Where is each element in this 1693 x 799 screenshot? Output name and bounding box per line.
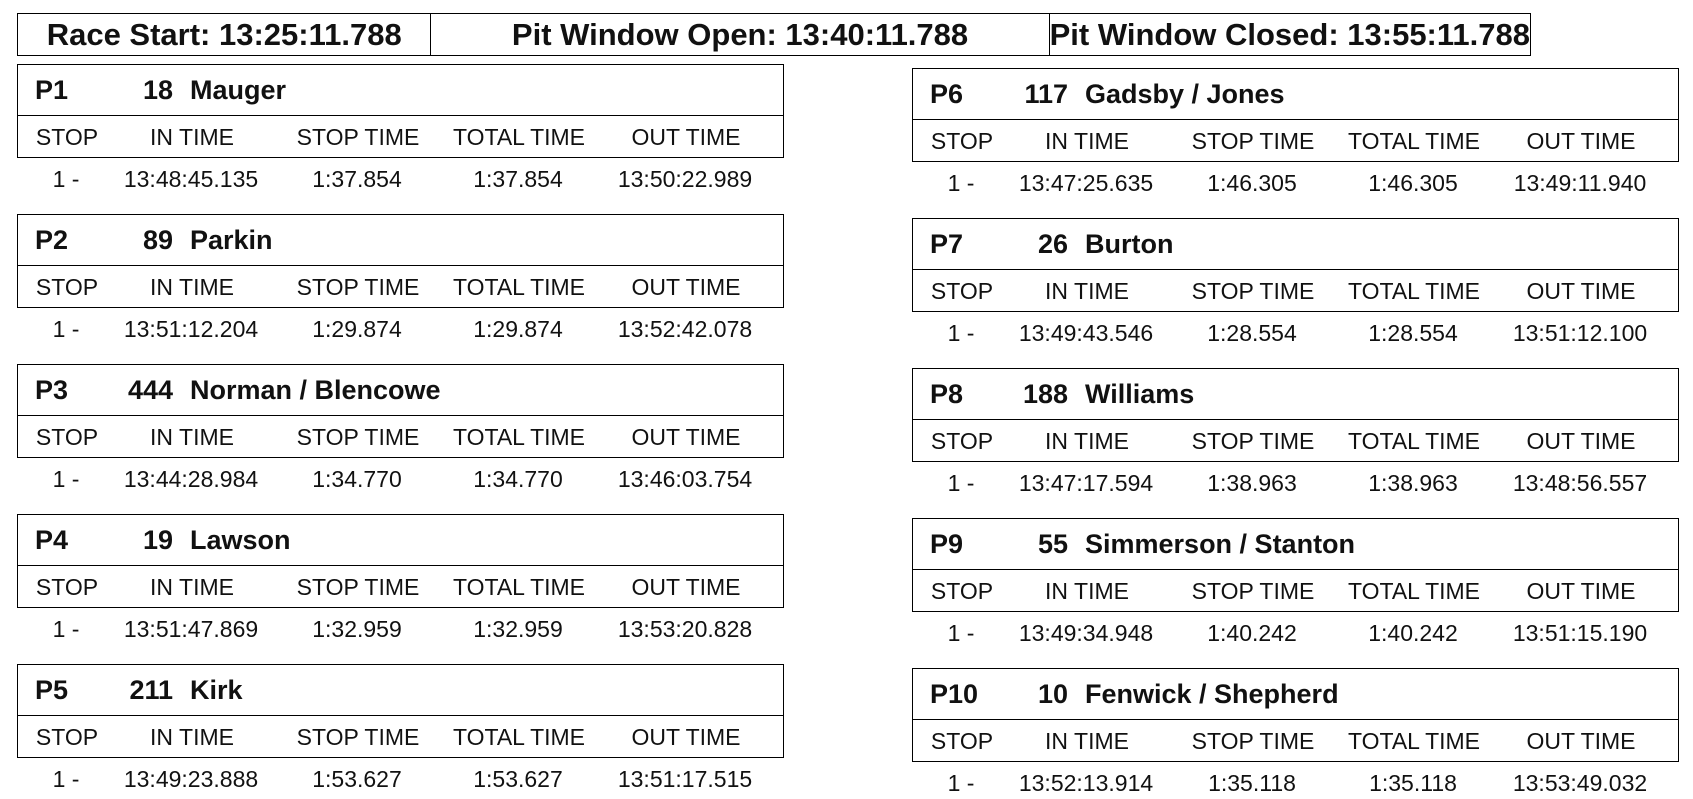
card-header bbox=[17, 364, 784, 416]
col-total-time: TOTAL TIME bbox=[1347, 428, 1481, 454]
in-time-value: 13:52:13.914 bbox=[1018, 770, 1154, 796]
stop-time-value: 1:34.770 bbox=[312, 466, 402, 492]
pit-card-p4 bbox=[17, 514, 784, 644]
col-out-time: OUT TIME bbox=[1526, 578, 1636, 604]
card-header bbox=[912, 668, 1679, 720]
car-number: 18 bbox=[142, 75, 173, 105]
col-stop-time: STOP TIME bbox=[1191, 278, 1315, 304]
stop-time-value: 1:53.627 bbox=[312, 766, 402, 792]
col-total-time: TOTAL TIME bbox=[1347, 578, 1481, 604]
driver-name: Simmerson / Stanton bbox=[1085, 529, 1356, 559]
col-stop: STOP bbox=[35, 124, 99, 150]
col-out-time: OUT TIME bbox=[631, 424, 741, 450]
in-time-value: 13:49:43.546 bbox=[1018, 320, 1154, 346]
col-total-time: TOTAL TIME bbox=[452, 124, 586, 150]
total-time-value: 1:53.627 bbox=[473, 766, 563, 792]
stop-time-value: 1:46.305 bbox=[1207, 170, 1297, 196]
car-number: 444 bbox=[127, 375, 173, 405]
car-number: 10 bbox=[1037, 679, 1068, 709]
stop-time-value: 1:35.118 bbox=[1208, 770, 1296, 796]
position-label: P7 bbox=[930, 229, 964, 259]
in-time-value: 13:51:12.204 bbox=[123, 316, 259, 342]
col-out-time: OUT TIME bbox=[1526, 128, 1636, 154]
col-total-time: TOTAL TIME bbox=[452, 574, 586, 600]
car-number: 89 bbox=[142, 225, 173, 255]
position-label: P9 bbox=[930, 529, 964, 559]
stop-time-value: 1:28.554 bbox=[1207, 320, 1297, 346]
col-stop-time: STOP TIME bbox=[296, 724, 420, 750]
card-header bbox=[17, 214, 784, 266]
pit-card-p8 bbox=[912, 368, 1679, 498]
col-in-time: IN TIME bbox=[150, 124, 234, 150]
car-number: 55 bbox=[1037, 529, 1068, 559]
col-in-time: IN TIME bbox=[150, 574, 234, 600]
out-time-value: 13:53:20.828 bbox=[617, 616, 753, 642]
out-time-value: 13:46:03.754 bbox=[617, 466, 753, 492]
out-time-value: 13:53:49.032 bbox=[1512, 770, 1648, 796]
column-headers bbox=[912, 120, 1679, 162]
pit-window-open-label: Pit Window Open: 13:40:11.788 bbox=[431, 14, 1049, 55]
pit-card-p5 bbox=[17, 664, 784, 794]
col-out-time: OUT TIME bbox=[1526, 278, 1636, 304]
pit-card-p6 bbox=[912, 68, 1679, 198]
driver-name: Fenwick / Shepherd bbox=[1085, 679, 1339, 709]
out-time-value: 13:51:17.515 bbox=[617, 766, 753, 792]
stop-number: 1 - bbox=[52, 766, 80, 792]
total-time-value: 1:29.874 bbox=[473, 316, 563, 342]
column-headers bbox=[912, 420, 1679, 462]
car-number: 19 bbox=[142, 525, 173, 555]
column-headers bbox=[17, 266, 784, 308]
in-time-value: 13:48:45.135 bbox=[123, 166, 259, 192]
stop-number: 1 - bbox=[52, 466, 80, 492]
pit-card-p1 bbox=[17, 64, 784, 194]
col-out-time: OUT TIME bbox=[631, 724, 741, 750]
col-out-time: OUT TIME bbox=[1526, 728, 1636, 754]
stop-row bbox=[912, 612, 1679, 648]
pit-card-p10 bbox=[912, 668, 1679, 798]
col-stop-time: STOP TIME bbox=[1191, 578, 1315, 604]
in-time-value: 13:44:28.984 bbox=[123, 466, 259, 492]
out-time-value: 13:51:12.100 bbox=[1512, 320, 1648, 346]
stop-number: 1 - bbox=[947, 170, 975, 196]
col-total-time: TOTAL TIME bbox=[452, 724, 586, 750]
position-label: P5 bbox=[35, 675, 69, 705]
in-time-value: 13:51:47.869 bbox=[123, 616, 259, 642]
race-timing-header bbox=[17, 13, 1531, 56]
card-header bbox=[17, 64, 784, 116]
stop-time-value: 1:40.242 bbox=[1207, 620, 1297, 646]
col-stop-time: STOP TIME bbox=[1191, 428, 1315, 454]
card-header bbox=[912, 218, 1679, 270]
total-time-value: 1:34.770 bbox=[473, 466, 563, 492]
col-stop: STOP bbox=[930, 128, 994, 154]
stop-number: 1 - bbox=[52, 616, 80, 642]
stop-time-value: 1:38.963 bbox=[1207, 470, 1297, 496]
stop-time-value: 1:32.959 bbox=[312, 616, 402, 642]
col-in-time: IN TIME bbox=[1045, 578, 1129, 604]
column-headers bbox=[912, 570, 1679, 612]
pit-card-p2 bbox=[17, 214, 784, 344]
out-time-value: 13:50:22.989 bbox=[617, 166, 753, 192]
stop-row bbox=[912, 162, 1679, 198]
out-time-value: 13:48:56.557 bbox=[1512, 470, 1648, 496]
in-time-value: 13:49:34.948 bbox=[1018, 620, 1154, 646]
col-stop-time: STOP TIME bbox=[296, 124, 420, 150]
driver-name: Mauger bbox=[190, 75, 287, 105]
col-stop: STOP bbox=[930, 278, 994, 304]
column-headers bbox=[17, 716, 784, 758]
pit-card-p3 bbox=[17, 364, 784, 494]
stop-row bbox=[912, 762, 1679, 798]
pit-card-p9 bbox=[912, 518, 1679, 648]
col-out-time: OUT TIME bbox=[1526, 428, 1636, 454]
stop-number: 1 - bbox=[947, 320, 975, 346]
column-headers bbox=[17, 116, 784, 158]
card-header bbox=[17, 514, 784, 566]
col-stop-time: STOP TIME bbox=[296, 274, 420, 300]
column-headers bbox=[17, 566, 784, 608]
out-time-value: 13:51:15.190 bbox=[1512, 620, 1648, 646]
stop-row bbox=[17, 308, 784, 344]
driver-name: Kirk bbox=[190, 675, 243, 705]
stop-number: 1 - bbox=[52, 316, 80, 342]
in-time-value: 13:49:23.888 bbox=[123, 766, 259, 792]
position-label: P3 bbox=[35, 375, 69, 405]
col-in-time: IN TIME bbox=[1045, 728, 1129, 754]
car-number: 117 bbox=[1024, 79, 1068, 109]
driver-name: Norman / Blencowe bbox=[190, 375, 441, 405]
in-time-value: 13:47:17.594 bbox=[1018, 470, 1154, 496]
stop-number: 1 - bbox=[947, 620, 975, 646]
position-label: P4 bbox=[35, 525, 69, 555]
driver-name: Lawson bbox=[190, 525, 291, 555]
col-total-time: TOTAL TIME bbox=[1347, 278, 1481, 304]
position-label: P10 bbox=[930, 679, 979, 709]
card-header bbox=[912, 368, 1679, 420]
col-stop-time: STOP TIME bbox=[1191, 128, 1315, 154]
stop-row bbox=[17, 608, 784, 644]
stop-row bbox=[912, 462, 1679, 498]
col-in-time: IN TIME bbox=[1045, 278, 1129, 304]
col-stop-time: STOP TIME bbox=[1191, 728, 1315, 754]
col-stop: STOP bbox=[930, 728, 994, 754]
col-in-time: IN TIME bbox=[1045, 128, 1129, 154]
card-header bbox=[912, 518, 1679, 570]
driver-name: Williams bbox=[1085, 379, 1195, 409]
total-time-value: 1:37.854 bbox=[473, 166, 563, 192]
col-total-time: TOTAL TIME bbox=[452, 274, 586, 300]
stop-row bbox=[17, 458, 784, 494]
col-stop: STOP bbox=[35, 274, 99, 300]
stop-row bbox=[17, 158, 784, 194]
car-number: 26 bbox=[1037, 229, 1068, 259]
in-time-value: 13:47:25.635 bbox=[1018, 170, 1154, 196]
total-time-value: 1:28.554 bbox=[1368, 320, 1458, 346]
position-label: P2 bbox=[35, 225, 69, 255]
position-label: P8 bbox=[930, 379, 964, 409]
pit-card-p7 bbox=[912, 218, 1679, 348]
col-out-time: OUT TIME bbox=[631, 124, 741, 150]
car-number: 211 bbox=[129, 675, 173, 705]
out-time-value: 13:52:42.078 bbox=[617, 316, 753, 342]
total-time-value: 1:40.242 bbox=[1368, 620, 1458, 646]
position-label: P6 bbox=[930, 79, 964, 109]
col-stop: STOP bbox=[930, 578, 994, 604]
out-time-value: 13:49:11.940 bbox=[1513, 170, 1647, 196]
column-headers bbox=[17, 416, 784, 458]
driver-name: Parkin bbox=[190, 225, 273, 255]
col-out-time: OUT TIME bbox=[631, 274, 741, 300]
col-in-time: IN TIME bbox=[1045, 428, 1129, 454]
stop-number: 1 - bbox=[947, 770, 975, 796]
col-in-time: IN TIME bbox=[150, 724, 234, 750]
race-start-label: Race Start: 13:25:11.788 bbox=[18, 14, 431, 55]
col-stop: STOP bbox=[35, 724, 99, 750]
total-time-value: 1:32.959 bbox=[473, 616, 563, 642]
col-stop: STOP bbox=[35, 424, 99, 450]
total-time-value: 1:46.305 bbox=[1368, 170, 1458, 196]
card-header bbox=[17, 664, 784, 716]
card-header bbox=[912, 68, 1679, 120]
column-headers bbox=[912, 270, 1679, 312]
stop-row bbox=[912, 312, 1679, 348]
column-headers bbox=[912, 720, 1679, 762]
total-time-value: 1:38.963 bbox=[1368, 470, 1458, 496]
col-in-time: IN TIME bbox=[150, 274, 234, 300]
col-out-time: OUT TIME bbox=[631, 574, 741, 600]
col-in-time: IN TIME bbox=[150, 424, 234, 450]
col-stop: STOP bbox=[35, 574, 99, 600]
car-number: 188 bbox=[1022, 379, 1068, 409]
pit-window-closed-label: Pit Window Closed: 13:55:11.788 bbox=[1049, 16, 1530, 52]
driver-name: Burton bbox=[1085, 229, 1174, 259]
col-total-time: TOTAL TIME bbox=[1347, 728, 1481, 754]
stop-time-value: 1:29.874 bbox=[312, 316, 402, 342]
col-stop-time: STOP TIME bbox=[296, 574, 420, 600]
position-label: P1 bbox=[35, 75, 69, 105]
stop-row bbox=[17, 758, 784, 794]
col-total-time: TOTAL TIME bbox=[1347, 128, 1481, 154]
stop-number: 1 - bbox=[947, 470, 975, 496]
driver-name: Gadsby / Jones bbox=[1085, 79, 1285, 109]
stop-time-value: 1:37.854 bbox=[312, 166, 402, 192]
total-time-value: 1:35.118 bbox=[1369, 770, 1457, 796]
col-stop-time: STOP TIME bbox=[296, 424, 420, 450]
stop-number: 1 - bbox=[52, 166, 80, 192]
col-total-time: TOTAL TIME bbox=[452, 424, 586, 450]
col-stop: STOP bbox=[930, 428, 994, 454]
